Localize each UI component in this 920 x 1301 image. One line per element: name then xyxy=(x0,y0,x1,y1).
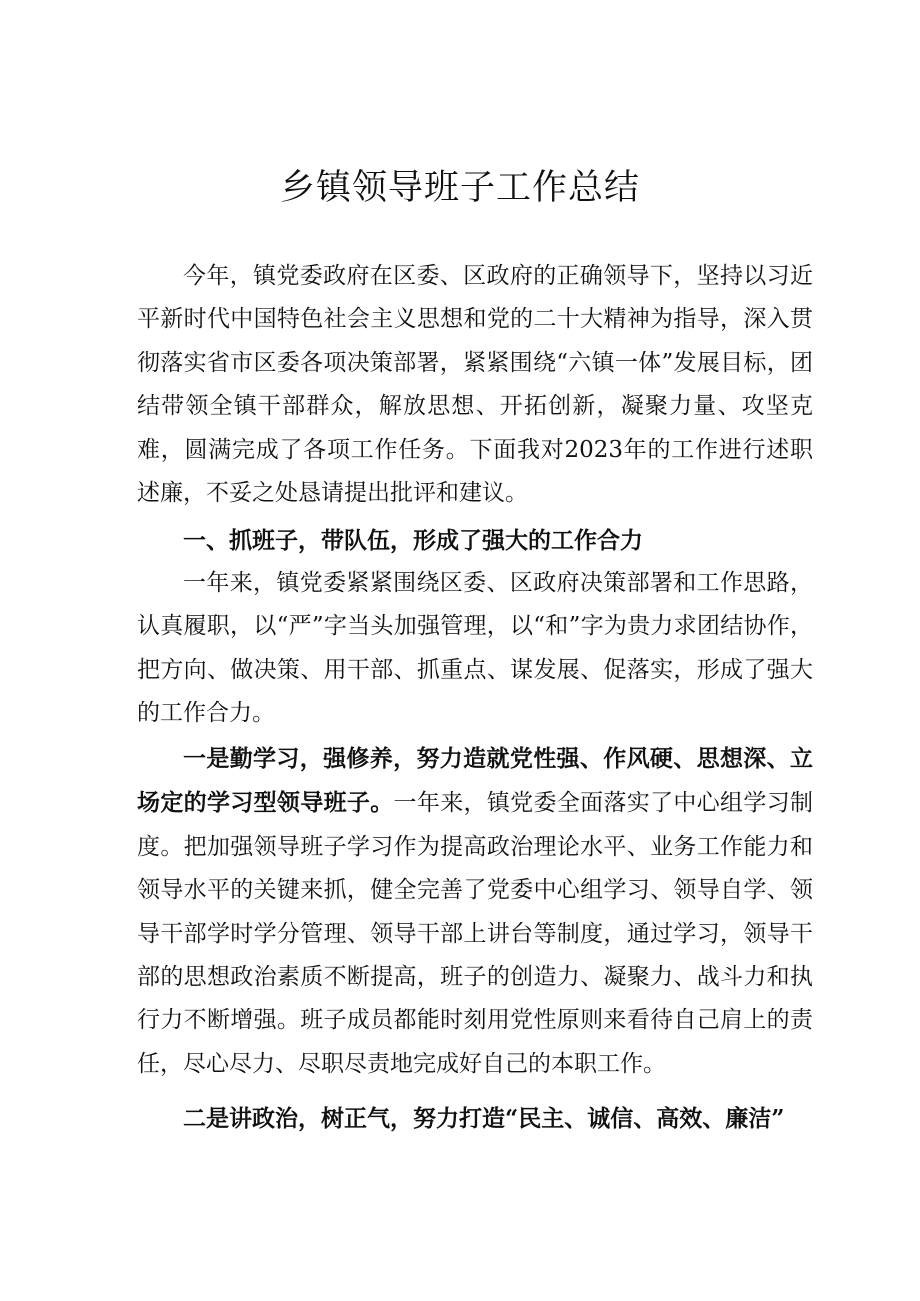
paragraph-section-1: 一年来，镇党委紧紧围绕区委、区政府决策部署和工作思路，认真履职，以“严”字当头加强管理，以“和”字为贵力求团结协作，把方向、做决策、用干部、抓重点、谋发展、促落实，形成了强大的工作合力。 xyxy=(137,570,813,727)
paragraph-politics xyxy=(137,1097,813,1141)
document-title: 乡镇领导班子工作总结 xyxy=(279,168,640,208)
paragraph-study xyxy=(137,737,813,1086)
paragraph-intro: 今年，镇党委政府在区委、区政府的正确领导下，坚持以习近平新时代中国特色社会主义思想和党的二十大精神为指导，深入贯彻落实省市区委各项决策部署，紧紧围绕“六镇一体”发展目标，团结带领全镇干部群众，解放思想、开拓创新，凝聚力量、攻坚克难，圆满完成了各项工作任务。下面我对2023年的工作进行述职述廉，不妥之处恳请提出批评和建议。 xyxy=(137,263,813,507)
paragraph-politics-lead: 二是讲政治，树正气，努力打造“民主、诚信、高效、廉洁” xyxy=(183,1105,785,1132)
paragraph-study-body: 一年来，镇党委全面落实了中心组学习制度。把加强领导班子学习作为提高政治理论水平、业务工作能力和领导水平的关键来抓，健全完善了党委中心组学习、领导自学、领导干部学时学分管理、领导干部上讲台等制度，通过学习，领导干部的思想政治素质不断提高，班子的创造力、凝聚力、战斗力和执行力不断增强。班子成员都能时刻用党性原则来看待自己肩上的责任，尽心尽力、尽职尽责地完成好自己的本职工作。 xyxy=(137,790,814,1077)
paragraph-study-lead: 一是勤学习，强修养，努力造就党性强、作风硬、思想深、立场定的学习型领导班子。 xyxy=(137,745,813,817)
section-heading-1: 一、抓班子，带队伍，形成了强大的工作合力 xyxy=(183,527,643,554)
